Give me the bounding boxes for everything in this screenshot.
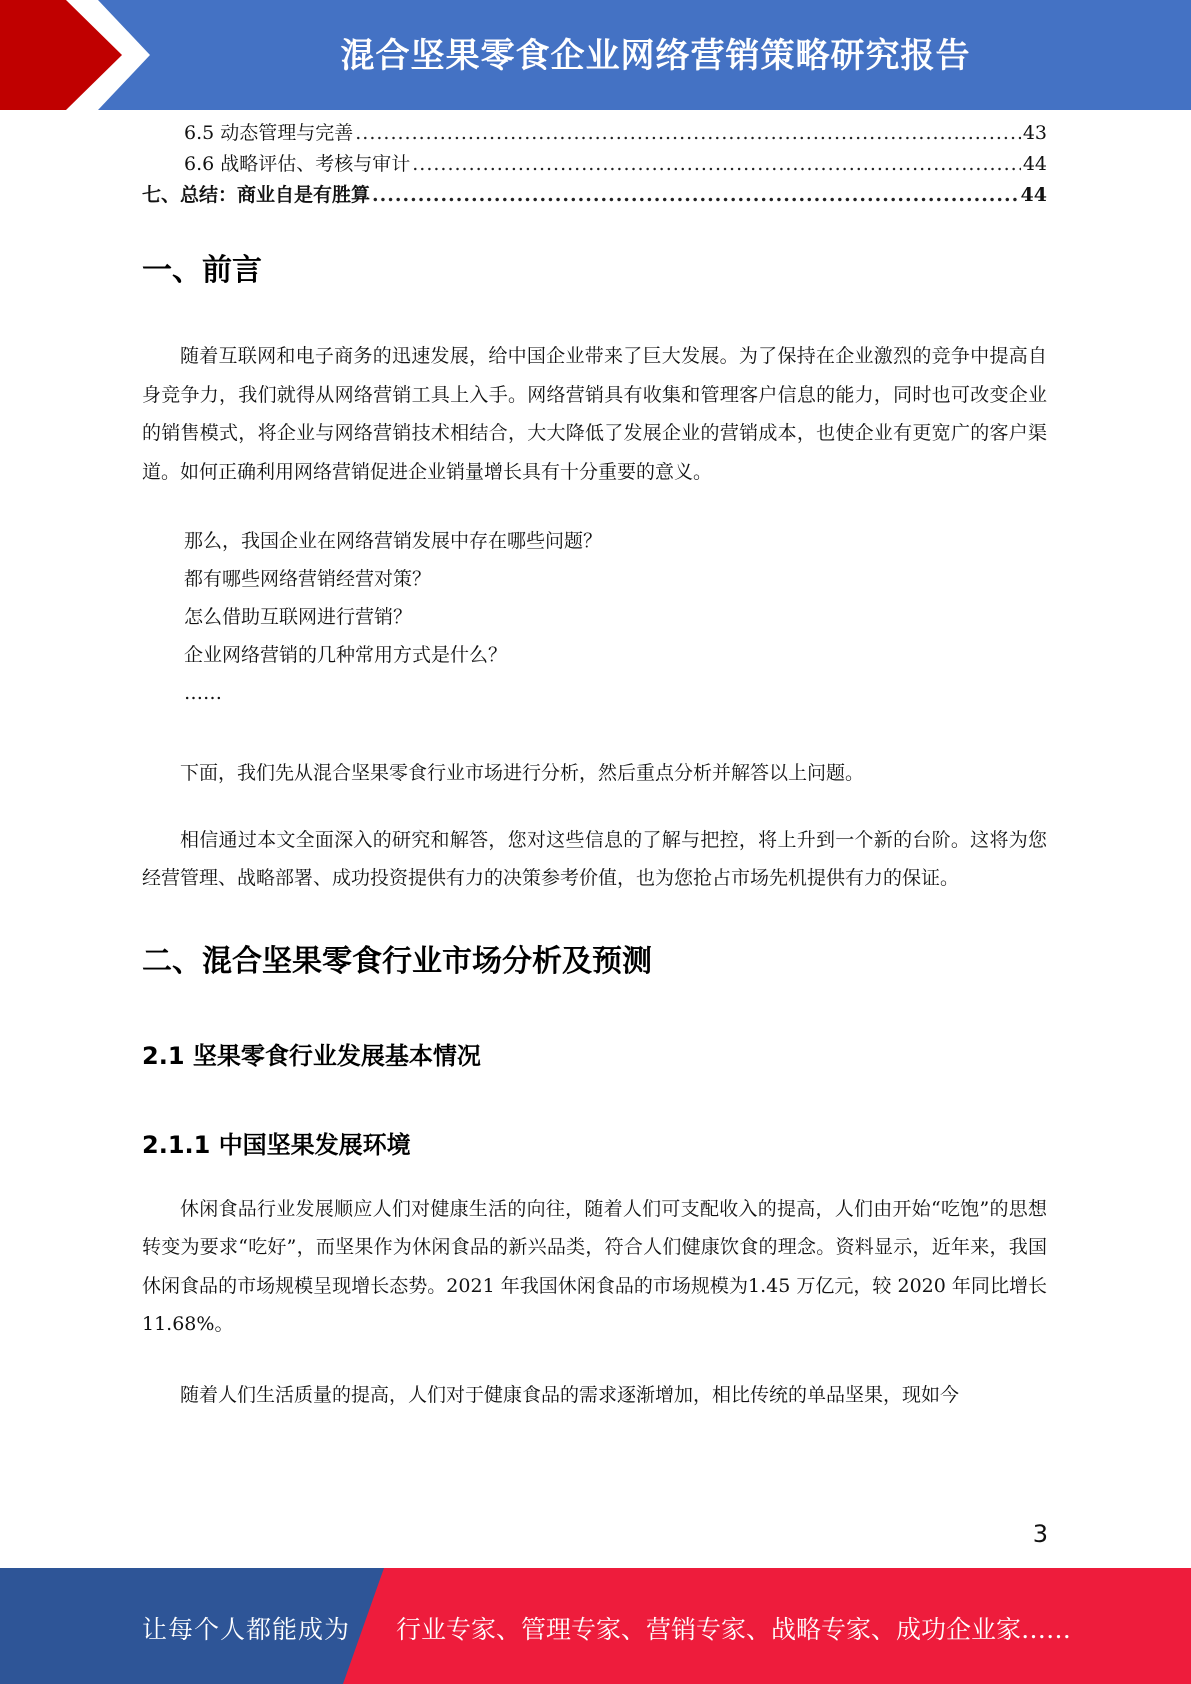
toc-entry-page: 44 <box>1020 184 1047 206</box>
body-paragraph: 相信通过本文全面深入的研究和解答，您对这些信息的了解与把控，将上升到一个新的台阶。这将为您经营管理、战略部署、成功投资提供有力的决策参考价值，也为您抢占市场先机提供有力的保证。 <box>142 828 1047 889</box>
body-paragraph: 休闲食品行业发展顺应人们对健康生活的向往，随着人们可支配收入的提高，人们由开始“吃饱”的思想转变为要求“吃好”，而坚果作为休闲食品的新兴品类，符合人们健康饮食的理念。资料显示，近年来，我国休闲食品的市场规模呈现增长态势。2021 年我国休闲食品的市场规模为1.45 万亿元，较 2020 年同比增长 11.68%。 <box>142 1197 1047 1335</box>
toc-entry[interactable] <box>142 180 1047 211</box>
page-content <box>142 118 1047 1414</box>
header-band <box>0 0 1191 110</box>
header-arrow-icon <box>0 0 160 110</box>
question-item: 企业网络营销的几种常用方式是什么？ <box>184 644 508 666</box>
toc-leader-dots <box>372 184 1019 206</box>
footer-band <box>0 1568 1191 1684</box>
footer-slogan-right: 行业专家、管理专家、营销专家、战略专家、成功企业家…… <box>396 1615 1072 1644</box>
toc-entry-label: 6.5 动态管理与完善 <box>184 122 354 144</box>
toc-entry-label: 七、总结：商业自是有胜算 <box>142 184 371 206</box>
toc-entry[interactable] <box>142 118 1047 149</box>
table-of-contents <box>142 118 1047 211</box>
section-heading: 二、混合坚果零食行业市场分析及预测 <box>142 943 652 979</box>
toc-entry-page: 44 <box>1022 153 1047 175</box>
toc-entry[interactable] <box>142 149 1047 180</box>
toc-leader-dots <box>355 122 1021 144</box>
toc-leader-dots <box>412 153 1021 175</box>
subsection-heading: 2.1.1 中国坚果发展环境 <box>142 1130 411 1159</box>
footer-slogan-left: 让每个人都能成为 <box>142 1615 351 1644</box>
page-number: 3 <box>1032 1520 1048 1548</box>
body-paragraph: 下面，我们先从混合坚果零食行业市场进行分析，然后重点分析并解答以上问题。 <box>180 762 865 784</box>
document-title: 混合坚果零食企业网络营销策略研究报告 <box>340 36 971 76</box>
question-list <box>142 522 1047 712</box>
question-item: 那么，我国企业在网络营销发展中存在哪些问题？ <box>184 530 603 552</box>
toc-entry-page: 43 <box>1022 122 1047 144</box>
question-item: …… <box>184 682 222 704</box>
body-paragraph: 随着人们生活质量的提高，人们对于健康食品的需求逐渐增加，相比传统的单品坚果，现如今 <box>180 1383 960 1406</box>
section-heading: 一、前言 <box>142 253 262 288</box>
toc-entry-label: 6.6 战略评估、考核与审计 <box>184 153 411 175</box>
body-paragraph: 随着互联网和电子商务的迅速发展，给中国企业带来了巨大发展。为了保持在企业激烈的竞争中提高自身竞争力，我们就得从网络营销工具上入手。网络营销具有收集和管理客户信息的能力，同时也可改变企业的销售模式，将企业与网络营销技术相结合，大大降低了发展企业的营销成本，也使企业有更宽广的客户渠道。如何正确利用网络营销促进企业销量增长具有十分重要的意义。 <box>142 345 1047 483</box>
question-item: 都有哪些网络营销经营对策？ <box>184 568 432 590</box>
question-item: 怎么借助互联网进行营销？ <box>184 606 413 628</box>
subsection-heading: 2.1 坚果零食行业发展基本情况 <box>142 1041 481 1070</box>
